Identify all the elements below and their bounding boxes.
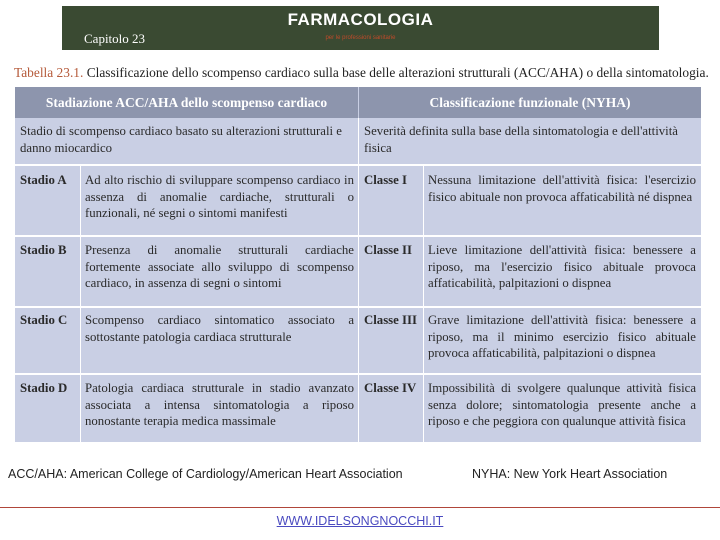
class-iii-label: Classe III xyxy=(364,313,417,327)
row-divider xyxy=(15,373,701,375)
class-i-label: Classe I xyxy=(364,173,408,187)
stage-b-desc: Presenza di anomalie strutturali cardiache fortemente associate allo sviluppo di scompenso cardiaco, in assenza di segni o sintomi xyxy=(85,243,354,290)
stage-divider xyxy=(80,165,81,442)
class-ii-desc: Lieve limitazione dell'attività fisica: benessere a riposo, ma l'esercizio fisico abituale provoca affaticabilità, palpitazioni o dispnea xyxy=(428,243,696,290)
header-banner xyxy=(62,6,659,50)
class-iii-desc: Grave limitazione dell'attività fisica: benessere a riposo, ma il minimo esercizio fisico abituale provoca affaticabilità, palpitazioni o dispnea xyxy=(428,313,696,360)
stage-d-label: Stadio D xyxy=(20,381,68,395)
intro-acc-aha: Stadio di scompenso cardiaco basato su alterazioni strutturali e danno miocardico xyxy=(20,124,342,155)
footnote-nyha: NYHA: New York Heart Association xyxy=(472,467,668,481)
chapter-label: Capitolo 23 xyxy=(84,31,146,46)
publisher-link[interactable]: WWW.IDELSONGNOCCHI.IT xyxy=(276,514,444,528)
class-iv-label: Classe IV xyxy=(364,381,417,395)
footnote-acc-aha: ACC/AHA: American College of Cardiology/American Heart Association xyxy=(8,467,403,481)
table-caption-label: Tabella 23.1. xyxy=(14,65,84,80)
classification-table xyxy=(15,87,701,442)
stage-b-label: Stadio B xyxy=(20,243,67,257)
class-divider xyxy=(423,165,424,442)
column-divider xyxy=(358,118,359,442)
book-title: FARMACOLOGIA xyxy=(287,10,434,29)
table-caption xyxy=(14,65,714,81)
book-subtitle: per le professioni sanitarie xyxy=(325,35,396,41)
class-iv-desc: Impossibilità di svolgere qualunque attività fisica senza dolore; sintomatologia presente anche a riposo e che peggiora con qualunque attività fisica xyxy=(428,381,696,428)
row-divider xyxy=(15,306,701,308)
stage-a-desc: Ad alto rischio di sviluppare scompenso cardiaco in assenza di anomalie cardiache, strutturali o funzionali, né segni o sintomi manifesti xyxy=(85,173,354,220)
row-divider xyxy=(15,235,701,237)
footer-divider xyxy=(0,507,720,508)
class-i-desc: Nessuna limitazione dell'attività fisica: l'esercizio fisico abituale non provoca affaticabilità né dispnea xyxy=(428,173,696,204)
col-header-nyha: Classificazione funzionale (NYHA) xyxy=(359,87,701,118)
col-header-acc-aha: Stadiazione ACC/AHA dello scompenso cardiaco xyxy=(15,87,358,118)
stage-d-desc: Patologia cardiaca strutturale in stadio avanzato associata a intensa sintomatologia a riposo nonostante terapia medica massimale xyxy=(85,381,354,428)
stage-c-label: Stadio C xyxy=(20,313,68,327)
table-caption-text: Classificazione dello scompenso cardiaco sulla base delle alterazioni strutturali (ACC/AHA) o della sintomatologia. xyxy=(83,65,709,80)
class-ii-label: Classe II xyxy=(364,243,412,257)
stage-c-desc: Scompenso cardiaco sintomatico associato a sottostante patologia cardiaca strutturale xyxy=(85,313,354,344)
stage-a-label: Stadio A xyxy=(20,173,67,187)
intro-nyha: Severità definita sulla base della sintomatologia e dell'attività fisica xyxy=(364,124,678,155)
row-divider xyxy=(15,164,701,166)
